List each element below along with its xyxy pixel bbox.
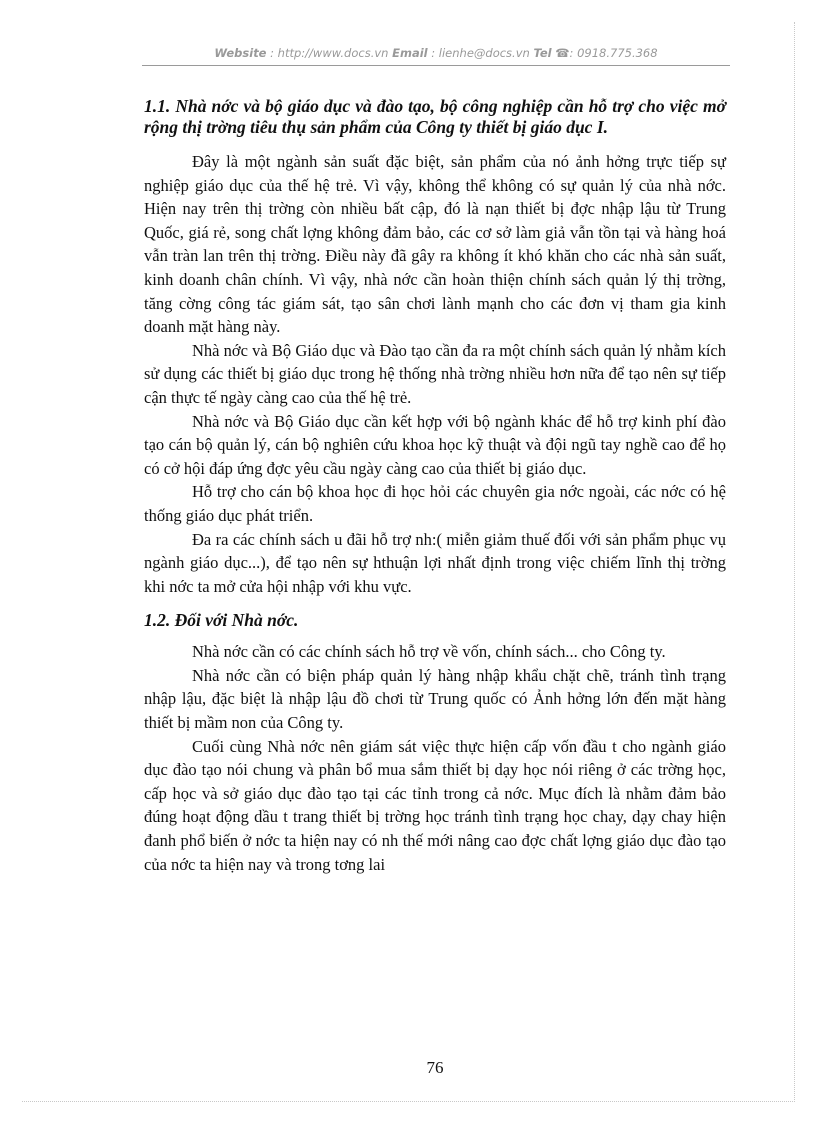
paragraph: Nhà nớc cần có các chính sách hỗ trợ về vốn, chính sách... cho Công ty. <box>192 642 666 662</box>
email-value: : lienhe@docs.vn <box>431 46 530 60</box>
paragraph: Nhà nớc cần có biện pháp quản lý hàng nhập khẩu chặt chẽ, tránh tình trạng nhập lậu, đặc biệt là nhập lậu đồ chơi từ Trung quốc có Ảnh hởng lớn đến mặt hàng thiết bị mầm non của Công ty. <box>144 665 726 733</box>
website-value: : http://www.docs.vn <box>270 46 389 60</box>
page-header <box>142 46 730 66</box>
website-label: Website <box>214 46 267 60</box>
tel-label: Tel <box>533 46 552 60</box>
page-number: 76 <box>426 1058 444 1077</box>
paragraph: Đây là một ngành sản suất đặc biệt, sản phẩm của nó ảnh hởng trực tiếp sự nghiệp giáo dục của thế hệ trẻ. Vì vậy, không thể không có sự quản lý của nhà nớc. Hiện nay trên thị trờng còn nhiều bất cập, đó là nạn thiết bị đợc nhập lậu từ Trung Quốc, giá rẻ, song chất lợng không đảm bảo, các cơ sở làm giả vẫn tồn tại và hàng hoá vẫn tràn lan trên thị trờng. Điều này đã gây ra không ít khó khăn cho các nhà sản suất, kinh doanh chân chính. Vì vậy, nhà nớc cần hoàn thiện chính sách quản lý thị trờng, tăng cờng công tác giám sát, tạo sân chơi lành mạnh cho các đơn vị tham gia kinh doanh mặt hàng này. <box>144 152 726 337</box>
section-2-heading: 1.2. Đối với Nhà nớc. <box>144 610 299 631</box>
email-label: Email <box>392 46 428 60</box>
paragraph: Đa ra các chính sách u đãi hỗ trợ nh:( miễn giảm thuế đối với sản phẩm phục vụ ngành giáo dục...), để tạo nên sự hthuận lợi nhất định trong việc chiếm lĩnh thị trờng khi nớc ta mở cửa hội nhập với khu vực. <box>144 529 726 596</box>
paragraph: Cuối cùng Nhà nớc nên giám sát việc thực hiện cấp vốn đầu t cho ngành giáo dục đào tạo nói chung và phân bổ mua sắm thiết bị dạy học nói riêng ở các trờng học, cấp học và sở giáo dục đào tạo tại các tỉnh trong cả nớc. Mục đích là nhằm đảm bảo đúng hoạt động dầu t trang thiết bị trờng học tránh tình trạng học chay, dạy chay hiện đanh phổ biến ở nớc ta hiện nay có nh thế mới nâng cao đợc chất lợng giáo dục đào tạo của nớc ta hiện nay và trong tơng lai <box>144 736 726 874</box>
document-body <box>144 96 726 876</box>
section-1-heading: 1.1. Nhà nớc và bộ giáo dục và đào tạo, bộ công nghiệp cần hỗ trợ cho việc mở rộng thị trờng tiêu thụ sản phẩm của Công ty thiết bị giáo dục I. <box>144 96 726 137</box>
tel-value: ☎: 0918.775.368 <box>555 46 658 60</box>
paragraph: Nhà nớc và Bộ Giáo dục cần kết hợp với bộ ngành khác để hỗ trợ kinh phí đào tạo cán bộ quản lý, cán bộ nghiên cứu khoa học kỹ thuật và đội ngũ tay nghề cao để họ có cở hội đáp ứng đợc yêu cầu ngày càng cao của thiết bị giáo dục. <box>144 411 726 478</box>
paragraph: Hỗ trợ cho cán bộ khoa học đi học hỏi các chuyên gia nớc ngoài, các nớc có hệ thống giáo dục phát triển. <box>144 482 726 525</box>
paragraph: Nhà nớc và Bộ Giáo dục và Đào tạo cần đa ra một chính sách quản lý nhằm kích sử dụng các thiết bị giáo dục trong hệ thống nhà trờng nhiều hơn nữa để tạo nên sự tiếp cận thực tế ngày càng cao của thế hệ trẻ. <box>144 340 726 407</box>
